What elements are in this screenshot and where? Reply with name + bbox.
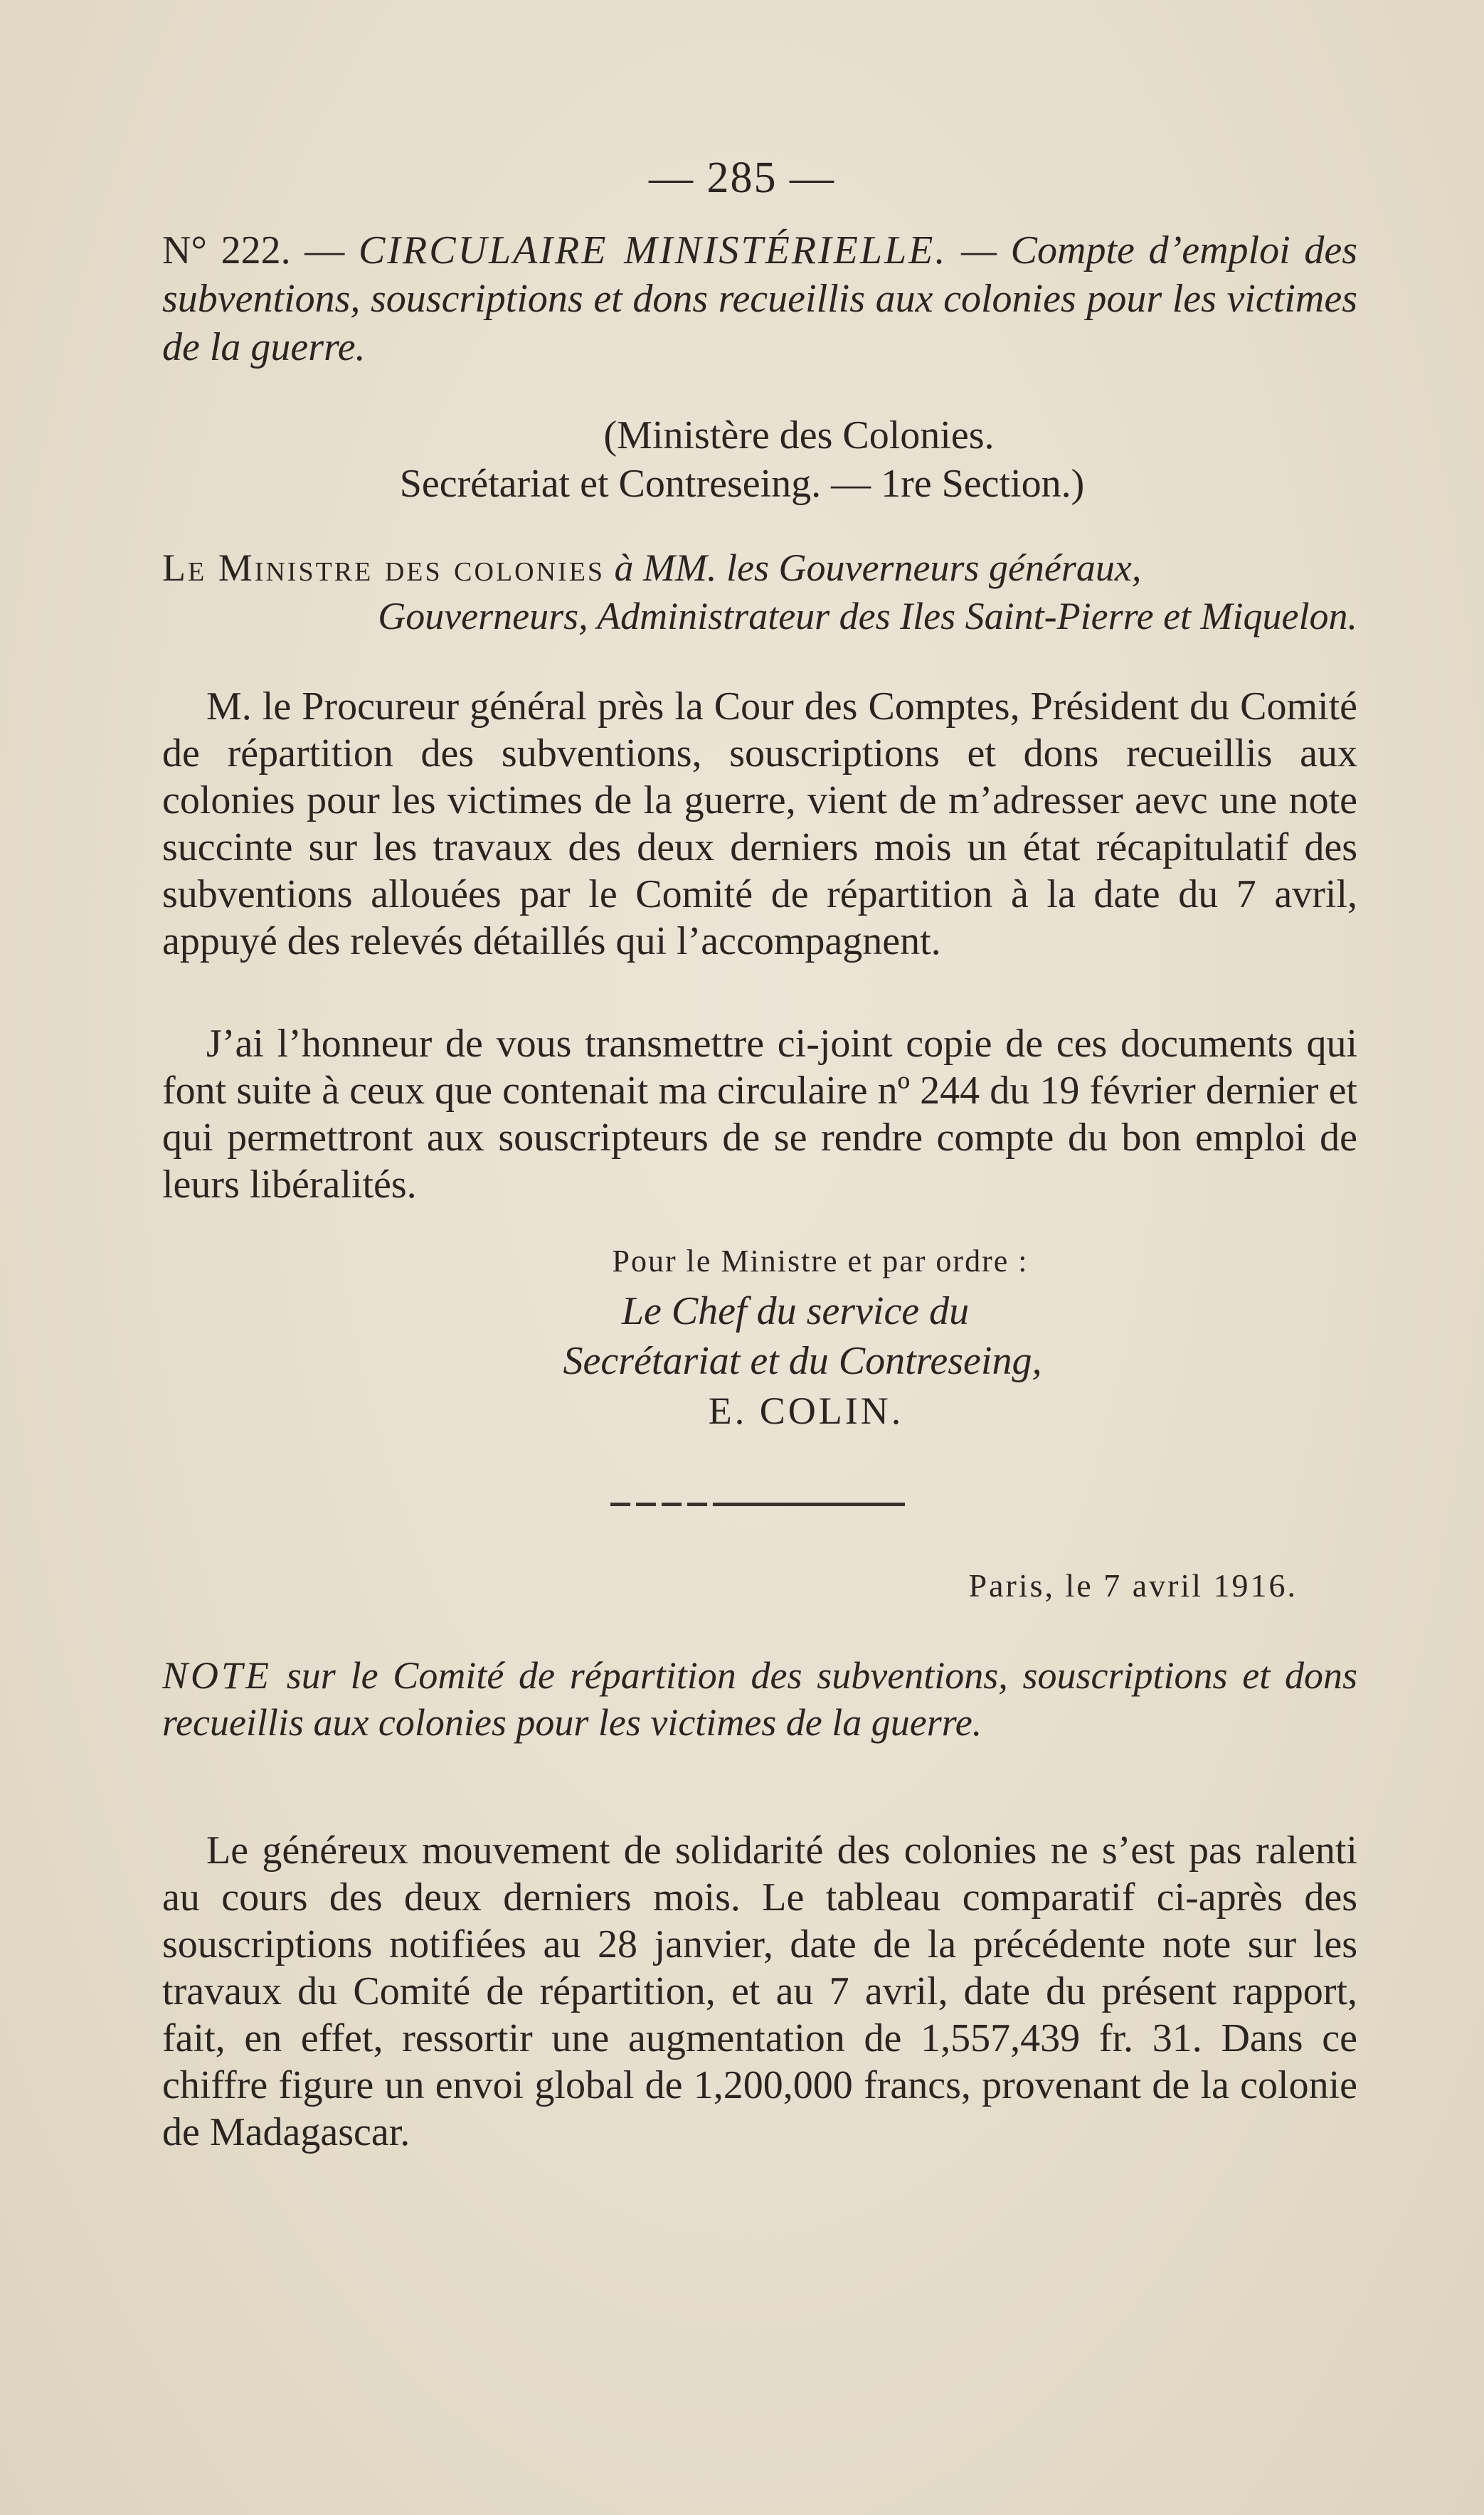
signature-block: [0, 1237, 1484, 1436]
issuing-ministry: (Ministère des Colonies.: [603, 413, 995, 457]
address-line: [162, 544, 1357, 640]
note-subject: sur le Comité de répartition des subventions, souscriptions et dons recueillis aux colonies pour les victimes de la guerre.: [162, 1654, 1357, 1744]
paragraph-3: Le généreux mouvement de solidarité des colonies ne s’est pas ralenti au cours des deux derniers mois. Le tableau comparatif ci-après des souscriptions notifiées au 28 janvier, date de la précédente note sur les travaux du Comité de répartition, et au 7 avril, date du présent rapport, fait, en effet, ressortir une augmentation de 1,557,439 fr. 31. Dans ce chiffre figure un envoi global de 1,200,000 francs, provenant de la colonie de Madagascar.: [162, 1828, 1357, 2154]
date-line: Paris, le 7 avril 1916.: [968, 1567, 1298, 1604]
recipients-line-1: à MM. les Gouverneurs généraux,: [614, 546, 1142, 589]
note-title: [162, 1652, 1357, 1746]
recipients-line-2: Gouverneurs, Administrateur des Iles Saint-Pierre et Miquelon.: [378, 595, 1357, 637]
note-keyword: NOTE: [162, 1654, 272, 1697]
signatory-name: E. COLIN.: [708, 1389, 904, 1432]
circular-number: N° 222. —: [162, 228, 345, 272]
paragraph-1: M. le Procureur général près la Cour des Comptes, Président du Comité de répartition des subventions, souscriptions et dons recueillis aux colonies pour les victimes de la guerre, vient de m’adresser aevc une note succinte sur les travaux des deux derniers mois un état récapitulatif des subventions allouées par le Comité de répartition à la date du 7 avril, appuyé des relevés détaillés qui l’accompagnent.: [162, 684, 1357, 963]
circular-kind: CIRCULAIRE MINISTÉRIELLE.: [359, 228, 948, 272]
paragraph-2: J’ai l’honneur de vous transmettre ci-joint copie de ces documents qui font suite à ceux que contenait ma circulaire nº 244 du 19 février dernier et qui permettront aux souscripteurs de se rendre compte du bon emploi de leurs libéralités.: [162, 1022, 1357, 1207]
signature-intro: Pour le Ministre et par ordre :: [612, 1244, 1029, 1278]
issuing-office: [0, 411, 1484, 508]
sender: Le Ministre des colonies: [162, 546, 605, 589]
page-number: — 285 —: [649, 154, 835, 202]
signature-title-2: Secrétariat et du Contreseing,: [563, 1339, 1042, 1383]
circular-subject: — Compte d’emploi des subventions, souscriptions et dons recueillis aux colonies pour les victimes de la guerre.: [162, 228, 1358, 369]
issuing-section: Secrétariat et Contreseing. — 1re Section.): [399, 462, 1085, 506]
circular-heading: [162, 226, 1357, 371]
signature-title-1: Le Chef du service du: [621, 1289, 970, 1333]
section-divider-dashes: [610, 1503, 717, 1506]
